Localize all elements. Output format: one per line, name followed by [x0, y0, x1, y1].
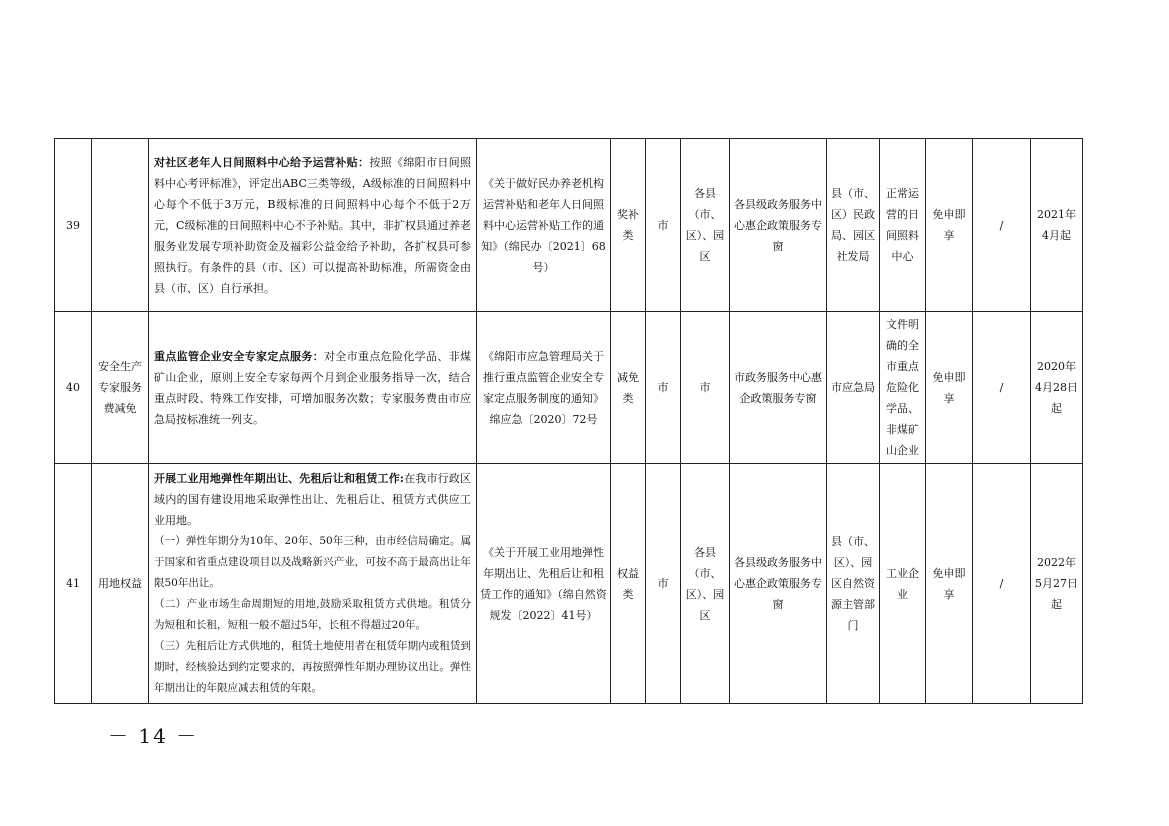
effective-date: 2022年5月27日起: [1031, 464, 1083, 704]
policy-level: 市: [646, 464, 681, 704]
policy-content: [149, 139, 477, 312]
extra-field: /: [973, 464, 1031, 704]
policy-text: 在我市行政区域内的国有建设用地采取弹性出让、先租后让、租赁方式供应工业用地。: [154, 472, 472, 527]
policy-scope: 市: [681, 312, 730, 464]
extra-field: /: [973, 312, 1031, 464]
extra-field: /: [973, 139, 1031, 312]
policy-text: 按照《绵阳市日间照料中心考评标准》，评定出ABC三类等级，A级标准的日间照料中心每个不低于3万元，B级标准的日间照料中心每个不低于2万元，C级标准的日间照料中心不予补贴。其中，非扩权县通过养老服务业发展专项补助资金及福彩公益金给予补助，各扩权县可参照执行。有条件的县（市、区）可以提高补助标准，所需资金由县（市、区）自行承担。: [154, 155, 472, 295]
policy-level: 市: [646, 312, 681, 464]
policy-clause: （一）弹性年期分为10年、20年、50年三种，由市经信局确定。属于国家和省重点建设项目以及战略新兴产业，可按不高于最高出让年限50年出让。: [154, 535, 471, 589]
policy-clause: （三）先租后让方式供地的，租赁土地使用者在租赁年期内或租赁到期时，经核验达到约定要求的，再按照弹性年期办理协议出让。弹性年期出让的年限应减去租赁的年限。: [154, 640, 471, 694]
policy-level: 市: [646, 139, 681, 312]
policy-title: 对社区老年人日间照料中心给予运营补贴：: [154, 155, 370, 169]
policy-basis: 《关于开展工业用地弹性年期出让、先租后让和租赁工作的通知》（绵自然资规发〔2022〕41号）: [477, 464, 611, 704]
service-window: 市政务服务中心惠企政策服务专窗: [730, 312, 827, 464]
policy-category: 用地权益: [92, 464, 149, 704]
row-number: 40: [55, 312, 92, 464]
service-window: 各县级政务服务中心惠企政策服务专窗: [730, 464, 827, 704]
policy-basis: 《绵阳市应急管理局关于推行重点监管企业安全专家定点服务制度的通知》绵应急〔2020〕72号: [477, 312, 611, 464]
row-number: 39: [55, 139, 92, 312]
policy-category: [92, 139, 149, 312]
apply-method: 免申即享: [926, 139, 973, 312]
table-row: [55, 464, 1083, 704]
policy-clause: （二）产业市场生命周期短的用地,鼓励采取租赁方式供地。租赁分为短租和长租，短租一般不超过5年，长租不得超过20年。: [154, 598, 471, 631]
policy-type: 权益类: [611, 464, 646, 704]
page-number: － 14 －: [108, 724, 199, 748]
apply-method: 免申即享: [926, 464, 973, 704]
policy-text: 对全市重点危险化学品、非煤矿山企业，原则上安全专家每两个月到企业服务指导一次，结合重点时段、特殊工作安排，可增加服务次数；专家服务费由市应急局按标准统一列支。: [154, 349, 471, 426]
responsible-dept: 县（市、区）、园区自然资源主管部门: [827, 464, 880, 704]
policy-scope: 各县（市、区）、园区: [681, 139, 730, 312]
policy-table: [54, 138, 1083, 704]
table-row: [55, 139, 1083, 312]
target-group: 文件明确的全市重点危险化学品、非煤矿山企业: [880, 312, 926, 464]
table-row: [55, 312, 1083, 464]
row-number: 41: [55, 464, 92, 704]
service-window: 各县级政务服务中心惠企政策服务专窗: [730, 139, 827, 312]
target-group: 正常运营的日间照料中心: [880, 139, 926, 312]
policy-basis: 《关于做好民办养老机构运营补贴和老年人日间照料中心运营补贴工作的通知》（绵民办〔2021〕68号）: [477, 139, 611, 312]
policy-type: 奖补类: [611, 139, 646, 312]
policy-category: 安全生产专家服务费减免: [92, 312, 149, 464]
target-group: 工业企业: [880, 464, 926, 704]
responsible-dept: 市应急局: [827, 312, 880, 464]
policy-type: 减免类: [611, 312, 646, 464]
apply-method: 免申即享: [926, 312, 973, 464]
responsible-dept: 县（市、区）民政局、园区社发局: [827, 139, 880, 312]
effective-date: 2021年4月起: [1031, 139, 1083, 312]
policy-content: [149, 312, 477, 464]
policy-title: 开展工业用地弹性年期出让、先租后让和租赁工作:: [154, 472, 404, 485]
policy-content: [149, 464, 477, 704]
effective-date: 2020年4月28日起: [1031, 312, 1083, 464]
policy-title: 重点监管企业安全专家定点服务：: [154, 349, 324, 363]
policy-scope: 各县（市、区）、园区: [681, 464, 730, 704]
